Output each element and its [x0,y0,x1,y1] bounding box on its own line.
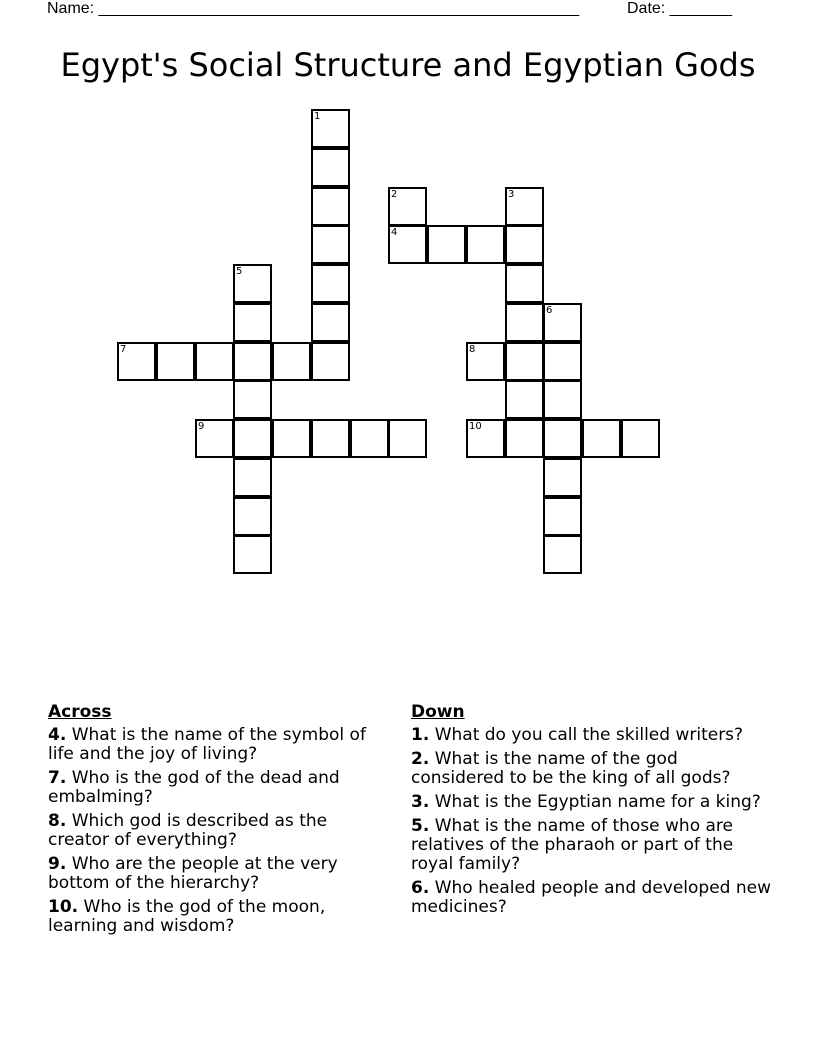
clue-number: 3. [411,792,430,812]
down-clue [411,750,771,788]
across-clue [48,898,393,936]
grid-cell [505,342,544,381]
down-clue [411,879,771,917]
grid-cell [543,458,582,497]
cell-number: 1 [314,111,321,122]
grid-cell [195,342,234,381]
cell-number: 3 [508,189,515,200]
name-field-line: Name: ______________________________________________________ [47,0,580,17]
clue-number: 9. [48,854,67,874]
grid-cell [543,535,582,574]
grid-cell [311,187,350,226]
grid-cell [466,342,505,381]
date-field-line: Date: _______ [627,0,732,17]
clue-text: Who is the god of the moon, learning and wisdom? [48,897,326,936]
clue-text: Who are the people at the very bottom of the hierarchy? [48,854,338,893]
cell-number: 7 [120,344,127,355]
grid-cell [233,342,272,381]
grid-cell [156,342,195,381]
cell-number: 4 [391,227,398,238]
grid-cell [621,419,660,458]
cell-number: 9 [198,421,205,432]
grid-cell [505,264,544,303]
grid-cell [543,419,582,458]
clue-text: What is the name of the god considered to be the king of all gods? [411,749,731,788]
grid-cell [311,342,350,381]
grid-cell [505,303,544,342]
down-heading: Down [411,702,465,722]
grid-cell [543,497,582,536]
grid-cell [195,419,234,458]
clue-text: Which god is described as the creator of everything? [48,811,328,850]
grid-cell [543,303,582,342]
across-clue [48,769,393,807]
grid-cell [117,342,156,381]
down-clues [411,703,771,922]
grid-cell [233,380,272,419]
grid-cell [427,225,466,264]
grid-cell [543,380,582,419]
grid-cell [388,225,427,264]
clue-text: What is the name of the symbol of life and the joy of living? [48,725,366,764]
clue-number: 7. [48,768,67,788]
across-heading: Across [48,702,112,722]
grid-cell [272,342,311,381]
across-clues [48,703,393,941]
grid-cell [543,342,582,381]
grid-cell [505,187,544,226]
clue-number: 5. [411,816,430,836]
grid-cell [311,419,350,458]
cell-number: 2 [391,189,398,200]
down-clue [411,793,771,812]
grid-cell [388,187,427,226]
grid-cell [233,497,272,536]
clue-number: 10. [48,897,79,917]
grid-cell [233,535,272,574]
clue-text: What do you call the skilled writers? [429,725,744,745]
across-clue [48,855,393,893]
grid-cell [311,109,350,148]
clue-text: What is the Egyptian name for a king? [429,792,761,812]
grid-cell [233,303,272,342]
grid-cell [350,419,389,458]
grid-cell [311,225,350,264]
down-clue [411,726,771,745]
grid-cell [233,458,272,497]
clue-number: 4. [48,725,67,745]
grid-cell [311,264,350,303]
cell-number: 10 [469,421,482,432]
cell-number: 8 [469,344,476,355]
across-clue [48,726,393,764]
grid-cell [233,264,272,303]
grid-cell [311,148,350,187]
clue-number: 6. [411,878,430,898]
grid-cell [466,419,505,458]
clue-number: 2. [411,749,430,769]
clue-text: Who healed people and developed new medicines? [411,878,772,917]
clue-number: 1. [411,725,430,745]
page-title: Egypt's Social Structure and Egyptian Gods [60,46,756,84]
grid-cell [505,225,544,264]
clue-text: Who is the god of the dead and embalming? [48,768,340,807]
grid-cell [505,419,544,458]
grid-cell [233,419,272,458]
grid-cell [505,380,544,419]
down-clue [411,817,771,874]
grid-cell [466,225,505,264]
across-clue [48,812,393,850]
grid-cell [388,419,427,458]
grid-cell [311,303,350,342]
cell-number: 5 [236,266,243,277]
grid-cell [272,419,311,458]
clue-text: What is the name of those who are relatives of the pharaoh or part of the royal family? [411,816,734,874]
clue-number: 8. [48,811,67,831]
grid-cell [582,419,621,458]
cell-number: 6 [546,305,553,316]
